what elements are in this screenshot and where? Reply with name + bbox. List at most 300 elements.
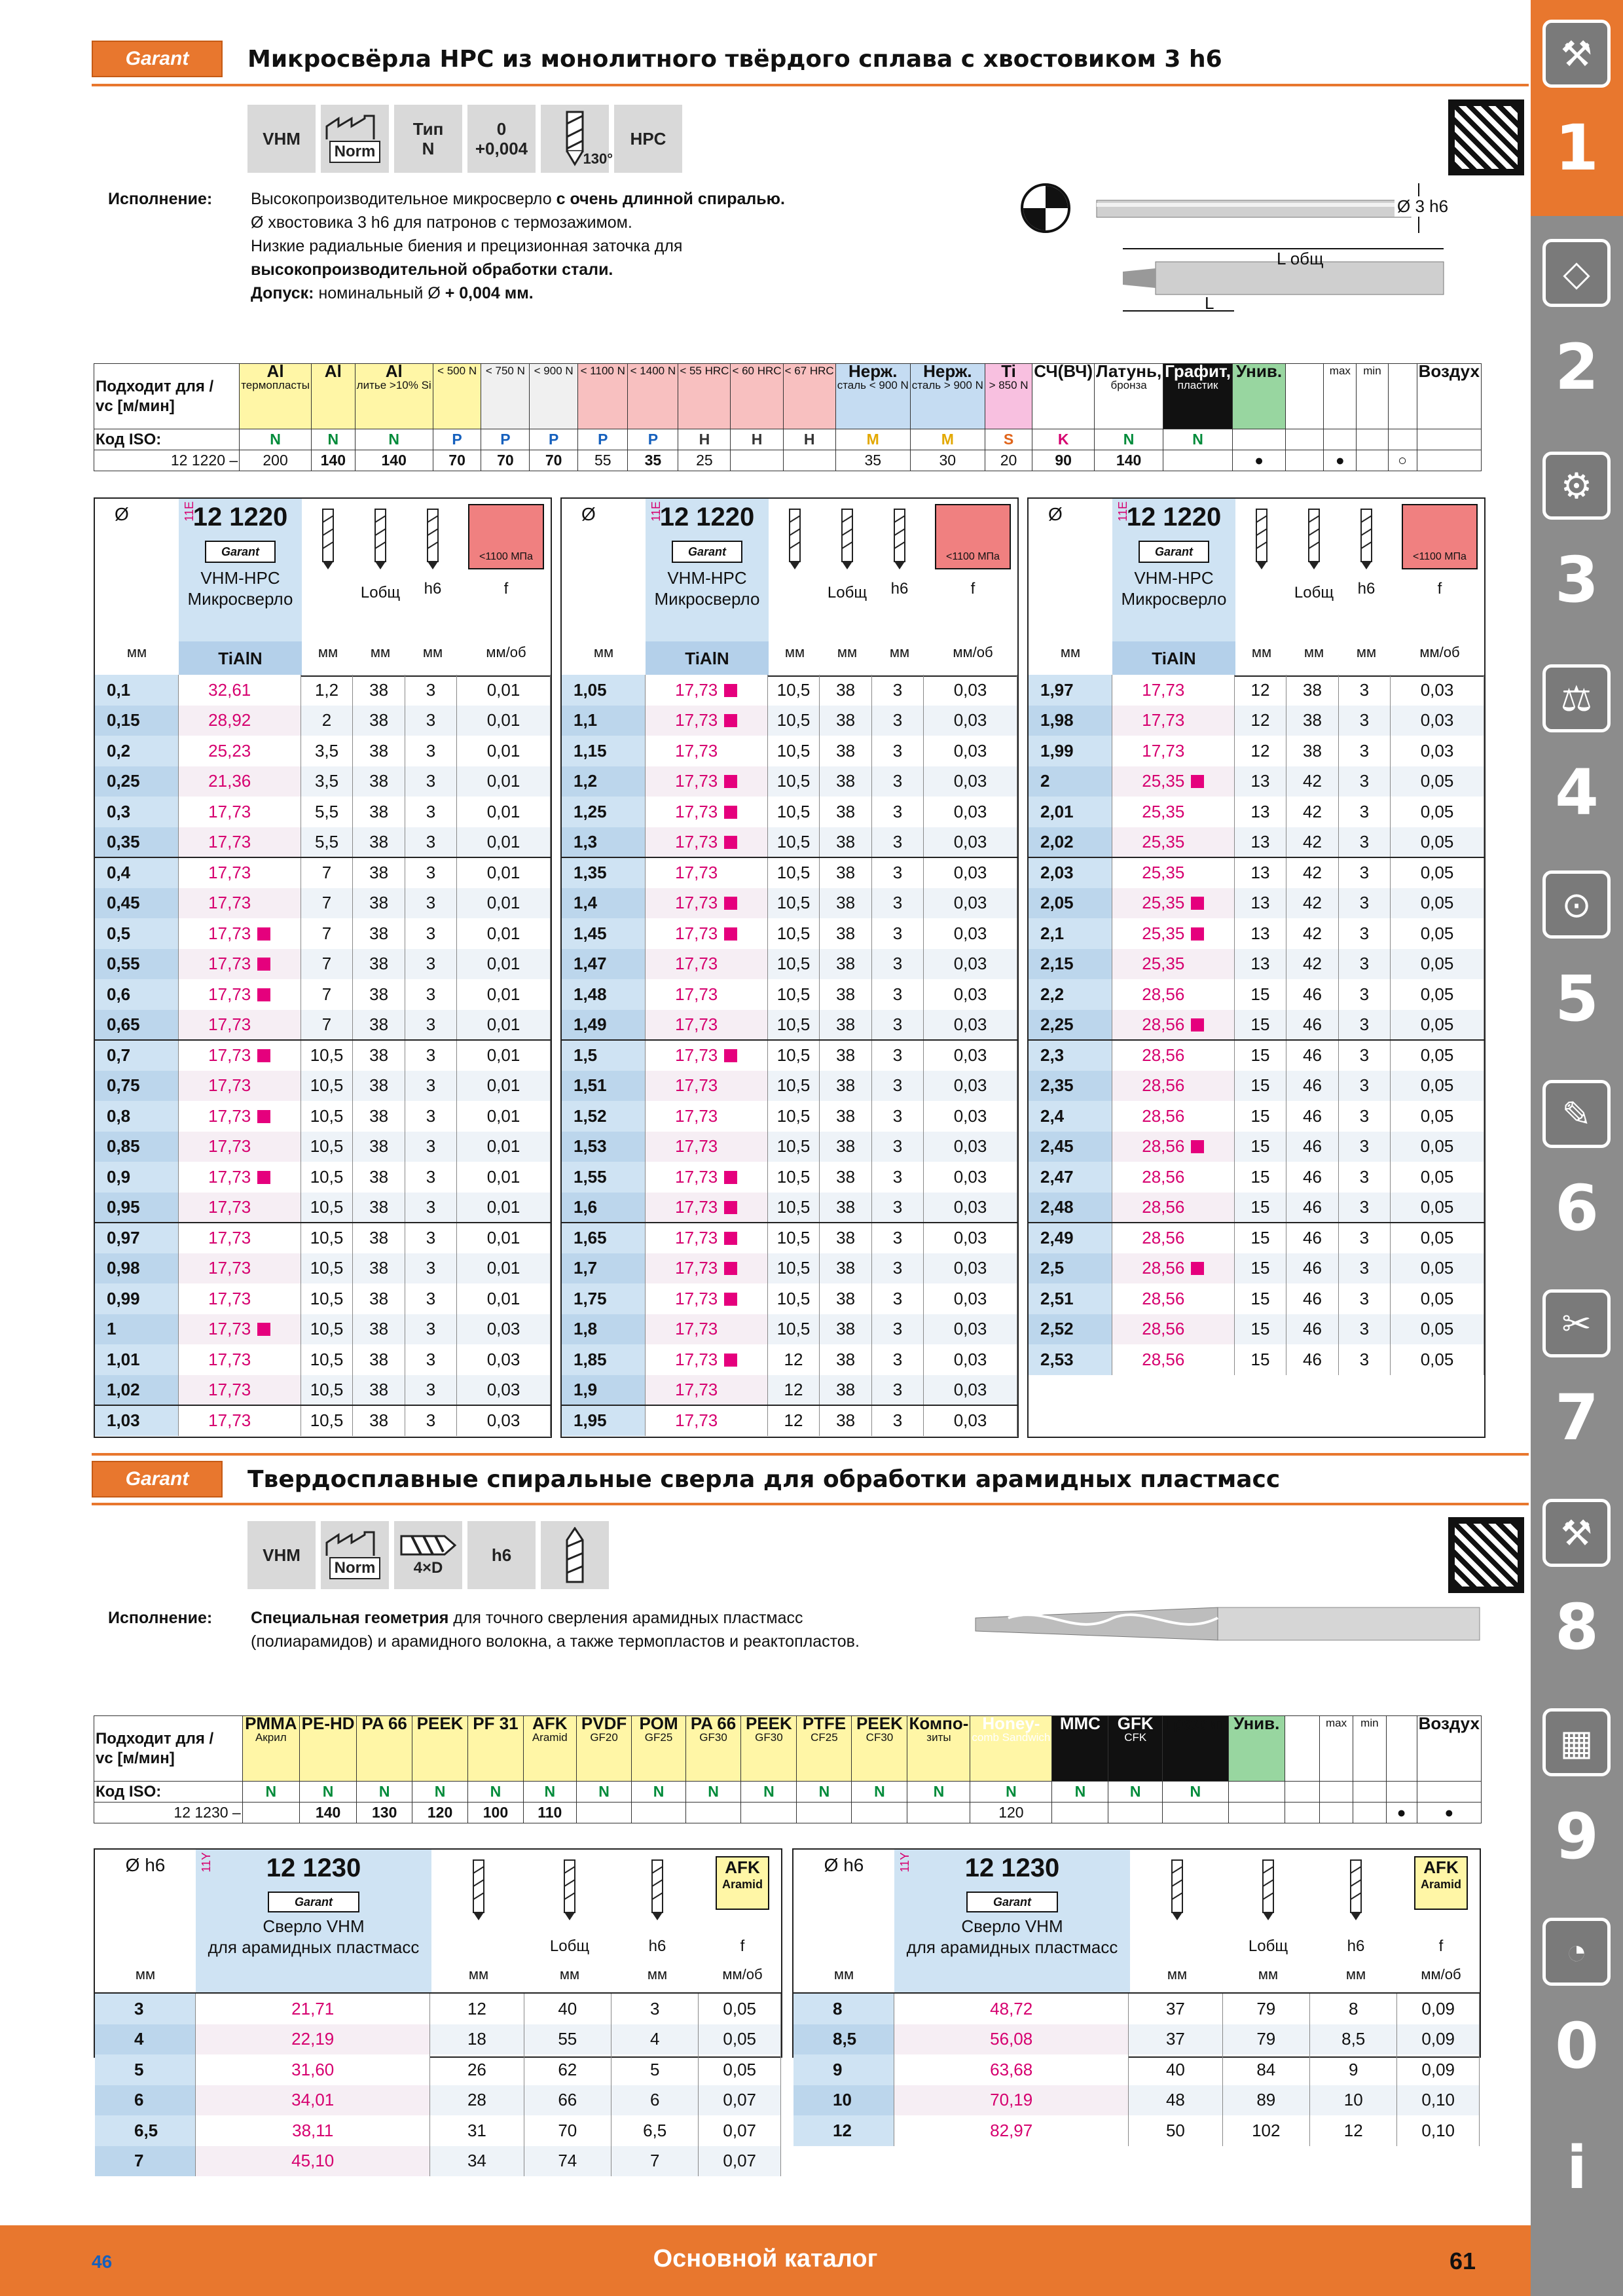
cutting-speed-cell: 56,08: [894, 2024, 1129, 2055]
material-sub: Акрил: [255, 1731, 287, 1744]
diameter: 1,35: [562, 857, 645, 888]
diameter: 2,49: [1029, 1223, 1112, 1253]
table-row: [1029, 979, 1484, 1010]
chapter-number-n0[interactable]: 0: [1555, 2009, 1599, 2083]
stock-marker-icon: [724, 1293, 737, 1306]
value-cell: 37: [1129, 2024, 1222, 2055]
chapter-n8-icon[interactable]: ⚒: [1542, 1499, 1611, 1567]
iso-code: N: [1163, 429, 1233, 450]
value-cell: 38: [353, 1193, 405, 1223]
table-row: [1029, 706, 1484, 736]
f-header: f: [1438, 1937, 1444, 1955]
value-cell: 3: [871, 1132, 923, 1162]
cutting-speed: ●: [1233, 450, 1286, 471]
chapter-number-n2[interactable]: 2: [1555, 331, 1599, 404]
section2-description: [108, 1606, 959, 1659]
value-cell: 0,03: [924, 1132, 1017, 1162]
unit-label: TiAlN: [179, 641, 302, 675]
table-row: [562, 827, 1017, 858]
value-cell: 15: [1234, 1193, 1286, 1223]
chapter-number-ni[interactable]: i: [1567, 2134, 1587, 2202]
material-name: Графит: [1164, 1713, 1227, 1733]
diameter: 9: [793, 2054, 894, 2085]
value-cell: 38: [353, 1344, 405, 1375]
material-column: [1233, 361, 1286, 429]
value-cell: 0,03: [924, 1162, 1017, 1193]
cutting-speed: 55: [578, 450, 628, 471]
cutting-speed-cell: [1112, 797, 1234, 827]
value-cell: 3: [405, 766, 456, 797]
iso-code: P: [481, 429, 530, 450]
material-name: СЧ(ВЧ): [1034, 361, 1093, 381]
diameter: 2,35: [1029, 1071, 1112, 1102]
value-cell: 3: [871, 888, 923, 919]
qr-code-icon[interactable]: [1448, 99, 1524, 175]
value-cell: 13: [1234, 766, 1286, 797]
value-cell: 0,05: [699, 2024, 781, 2055]
value-cell: 0,03: [924, 1071, 1017, 1102]
value-cell: 38: [353, 797, 405, 827]
tool-name: для арамидных пластмасс: [906, 1937, 1118, 1957]
material-column: [1417, 1713, 1481, 1782]
page-number-right: 61: [1450, 2248, 1476, 2274]
cutting-speed-cell: [645, 1071, 767, 1102]
value-cell: 0,01: [457, 1162, 551, 1193]
value-cell: 3: [405, 1283, 456, 1314]
material-column: [632, 1713, 685, 1782]
chapter-n4-icon[interactable]: ⚖: [1542, 664, 1611, 732]
vc-value: 17,73: [208, 1410, 251, 1431]
stock-marker-icon: [724, 806, 737, 819]
value-cell: 10: [1310, 2085, 1397, 2116]
section1-description: [108, 187, 894, 312]
iso-code: [1285, 1782, 1320, 1803]
table-row: [562, 1223, 1017, 1253]
value-cell: 3: [1338, 736, 1390, 766]
diameter: 2,25: [1029, 1010, 1112, 1041]
value-cell: 46: [1286, 1344, 1338, 1375]
iso-code: N: [357, 1782, 412, 1803]
material-column: [907, 1713, 970, 1782]
value-cell: 10,5: [767, 1314, 820, 1345]
diameter: 1: [95, 1314, 178, 1345]
value-cell: 12: [1234, 675, 1286, 706]
stock-marker-icon: [724, 1232, 737, 1245]
material-column: [1357, 364, 1388, 429]
table-row: [95, 706, 551, 736]
iso-code: N: [741, 1782, 797, 1803]
table-row: [562, 1040, 1017, 1071]
cutting-speed: ●: [1324, 450, 1357, 471]
cutting-speed: 100: [468, 1803, 524, 1823]
value-cell: 31: [430, 2115, 524, 2146]
value-cell: 0,03: [924, 1223, 1017, 1253]
material-name: Al: [266, 361, 284, 381]
chapter-n2-icon[interactable]: ◇: [1542, 239, 1611, 307]
drill-column-icon: [649, 1856, 665, 1922]
table-row: [95, 1344, 551, 1375]
diameter: 0,85: [95, 1132, 178, 1162]
desc2-line1: для точного сверления арамидных пластмасс: [448, 1609, 803, 1627]
material-name: Воздух: [1418, 1713, 1480, 1733]
table-row: [1029, 736, 1484, 766]
value-cell: 50: [1129, 2115, 1222, 2146]
table-row: [1029, 1010, 1484, 1041]
cutting-speed-cell: [178, 706, 301, 736]
section1-rule: [92, 84, 1529, 86]
diameter: 1,01: [95, 1344, 178, 1375]
iso-code: [1388, 429, 1417, 450]
vc-value: 17,73: [208, 1045, 251, 1066]
diameter: 0,4: [95, 857, 178, 888]
diameter: 0,15: [95, 706, 178, 736]
iso-code: [1357, 429, 1388, 450]
material-column: [433, 364, 481, 429]
value-cell: 0,05: [1391, 1283, 1484, 1314]
material-name: MMC: [1059, 1713, 1101, 1733]
vc-value: 17,73: [675, 1105, 718, 1126]
tool-name: Микросверло: [1121, 589, 1227, 609]
description-text-2: [251, 1606, 971, 1653]
material-column: [1285, 1716, 1320, 1782]
cutting-speed-cell: [645, 827, 767, 858]
steel-material-icon: <1100 МПа: [935, 504, 1011, 569]
type-value: N: [422, 139, 435, 158]
vc-value: 17,73: [208, 1075, 251, 1096]
material-column: [1286, 364, 1324, 429]
material-sub: CF30: [866, 1731, 894, 1744]
table-row: [95, 1223, 551, 1253]
stock-marker-icon: [724, 684, 737, 697]
chapter-number-n5[interactable]: 5: [1555, 962, 1599, 1035]
unit-label: мм: [647, 1966, 668, 1982]
chapter-n9-icon[interactable]: ▦: [1542, 1708, 1611, 1776]
value-cell: 3: [405, 1132, 456, 1162]
table-row: [95, 766, 551, 797]
value-cell: 4: [611, 2024, 698, 2055]
desc-line1: Высокопроизводительное микросверло: [251, 190, 556, 208]
diameter: 0,45: [95, 888, 178, 919]
hpc-icon: HPC: [614, 105, 682, 173]
value-cell: 3: [871, 1375, 923, 1406]
value-cell: 0,03: [457, 1375, 551, 1406]
chapter-n5-icon[interactable]: ⊙: [1542, 870, 1611, 939]
value-cell: 3: [871, 1253, 923, 1284]
value-cell: 38: [353, 857, 405, 888]
value-cell: 10,5: [301, 1253, 353, 1284]
material-name: PVDF: [581, 1713, 627, 1733]
cutting-speed: [1417, 450, 1481, 471]
stock-marker-icon: [257, 958, 270, 971]
value-cell: 0,03: [924, 949, 1017, 980]
value-cell: 3: [1338, 949, 1390, 980]
iso-code: N: [1095, 429, 1163, 450]
value-cell: 10,5: [767, 918, 820, 949]
value-cell: 15: [1234, 1071, 1286, 1102]
cutting-speed-cell: [1112, 675, 1234, 706]
value-cell: 3: [871, 1405, 923, 1436]
h6-header: h6: [1357, 580, 1376, 598]
stock-marker-icon: [257, 1171, 270, 1184]
value-cell: 3: [871, 1162, 923, 1193]
material-column: [576, 1713, 632, 1782]
cutting-speed-cell: [178, 1283, 301, 1314]
table-row: [562, 918, 1017, 949]
stock-marker-icon: [724, 1171, 737, 1184]
tag-11e: 11E: [183, 501, 196, 522]
diameter: 1,1: [562, 706, 645, 736]
cutting-speed-cell: [645, 1101, 767, 1132]
value-cell: 74: [524, 2146, 611, 2177]
chapter-n1-icon[interactable]: ⚒: [1542, 20, 1611, 88]
iso-code: M: [910, 429, 985, 450]
material-sub: сталь < 900 N: [837, 379, 909, 391]
unit-label: мм: [1167, 1966, 1188, 1982]
garant-brand-icon: Garant: [1139, 541, 1209, 563]
value-cell: 38: [353, 675, 405, 706]
value-cell: 46: [1286, 1283, 1338, 1314]
drill-column-icon: [1348, 1856, 1364, 1922]
cutting-speed-cell: [1112, 1253, 1234, 1284]
vc-value: 17,73: [675, 1075, 718, 1096]
chapter-number-n9[interactable]: 9: [1555, 1800, 1599, 1873]
table-row: [95, 797, 551, 827]
drill-column-icon: [1169, 1856, 1185, 1922]
value-cell: 0,01: [457, 979, 551, 1010]
cutting-speed: [1357, 450, 1388, 471]
value-cell: 0,01: [457, 857, 551, 888]
table-row: [95, 949, 551, 980]
chapter-n0-icon[interactable]: ◔: [1542, 1918, 1611, 1986]
chapter-number-n8[interactable]: 8: [1555, 1590, 1599, 1664]
vc-value: 25,35: [1142, 801, 1185, 821]
material-sub: зиты: [926, 1731, 951, 1744]
material-sub: < 67 HRC: [784, 365, 834, 377]
vc-value: 17,73: [675, 710, 718, 730]
material-name: Воздух: [1418, 361, 1480, 381]
value-cell: 0,03: [457, 1314, 551, 1345]
table-row: [95, 1994, 781, 2024]
iso-code: [1386, 1782, 1417, 1803]
value-cell: 38: [820, 949, 871, 980]
material-column: [242, 1713, 299, 1782]
vc-value: 17,73: [675, 984, 718, 1004]
f-header: f: [740, 1937, 745, 1955]
value-cell: 15: [1234, 979, 1286, 1010]
value-cell: 0,05: [1391, 1314, 1484, 1345]
article-number: 12 1220: [659, 503, 755, 531]
table-row: [1029, 675, 1484, 706]
value-cell: 3: [1338, 1162, 1390, 1193]
cutting-speed-cell: 48,72: [894, 1994, 1129, 2024]
material-name: Унив.: [1233, 1713, 1280, 1733]
iso-code: H: [678, 429, 731, 450]
value-cell: 3: [871, 1344, 923, 1375]
vc-value: 17,73: [208, 1105, 251, 1126]
iso-code: [1228, 1782, 1285, 1803]
lges-header: Lобщ: [1294, 584, 1334, 601]
article-data-table: [95, 675, 551, 1436]
value-cell: 10,5: [301, 1193, 353, 1223]
diameter: 1,97: [1029, 675, 1112, 706]
cutting-speed-cell: [645, 706, 767, 736]
tool-type: Сверло VHM: [263, 1916, 365, 1936]
value-cell: 10,5: [301, 1375, 353, 1406]
section2-header: [92, 1461, 1280, 1498]
chapter-n6-icon[interactable]: ✎: [1542, 1080, 1611, 1148]
diameter: 12: [793, 2115, 894, 2146]
desc2-line2: (полиарамидов) и арамидного волокна, а также термопластов и реактопластов.: [251, 1632, 860, 1651]
value-cell: 0,01: [457, 1010, 551, 1041]
aramid-drill-drawing: [969, 1598, 1493, 1651]
vc-value: 28,56: [1142, 1258, 1185, 1278]
value-cell: 0,05: [1391, 1253, 1484, 1284]
drill-column-icon: [471, 1856, 486, 1922]
diameter: 0,95: [95, 1193, 178, 1223]
cutting-speed-cell: [178, 857, 301, 888]
vc-value: 17,73: [675, 1196, 718, 1217]
qr-code-icon-2[interactable]: [1448, 1517, 1524, 1593]
value-cell: 40: [524, 1994, 611, 2024]
material-column: [1052, 1713, 1108, 1782]
value-cell: 3: [1338, 1193, 1390, 1223]
unit-label: мм: [784, 644, 805, 660]
iso-label: Код ISO:: [94, 429, 240, 450]
tool-type: VHM-HPC: [200, 568, 280, 588]
iso-code: N: [355, 429, 433, 450]
chapter-n3-icon[interactable]: ⚙: [1542, 452, 1611, 520]
cutting-speed-cell: [178, 1223, 301, 1253]
cutting-speed-cell: [645, 857, 767, 888]
cutting-speed-cell: [178, 675, 301, 706]
material-label: AFK: [725, 1857, 760, 1877]
value-cell: 3: [871, 736, 923, 766]
value-cell: 10,5: [767, 1193, 820, 1223]
page-footer: [0, 2225, 1531, 2296]
vc-value: 28,92: [208, 710, 251, 730]
unit-label: мм: [1345, 1966, 1366, 1982]
unit-label: мм: [1251, 644, 1272, 660]
value-cell: 9: [1310, 2054, 1397, 2085]
unit-label: мм: [135, 1966, 156, 1982]
diameter: 2,05: [1029, 888, 1112, 919]
value-cell: 10,5: [767, 797, 820, 827]
tool-name: Микросверло: [187, 589, 293, 609]
cutting-speed-cell: [1112, 888, 1234, 919]
lges-header: Lобщ: [549, 1937, 590, 1955]
diameter: 2,2: [1029, 979, 1112, 1010]
cutting-speed: [1108, 1803, 1163, 1823]
chapter-n7-icon[interactable]: ✂: [1542, 1289, 1611, 1357]
stock-marker-icon: [1191, 897, 1204, 910]
material-name: PE-HD: [301, 1713, 355, 1733]
cutting-speed: ●: [1417, 1803, 1481, 1823]
cutting-speed-cell: [645, 1314, 767, 1345]
chapter-number-n4[interactable]: 4: [1555, 756, 1599, 829]
chapter-number-n1[interactable]: 1: [1555, 111, 1599, 185]
cutting-speed-cell: [178, 1071, 301, 1102]
value-cell: 38: [353, 706, 405, 736]
iso-code: P: [628, 429, 678, 450]
chapter-number-n6[interactable]: 6: [1555, 1172, 1599, 1245]
cutting-speed-cell: [645, 1344, 767, 1375]
iso-code: P: [433, 429, 481, 450]
value-cell: 12: [767, 1405, 820, 1436]
cutting-speed: [1052, 1803, 1108, 1823]
iso-code: K: [1032, 429, 1095, 450]
material-column: [1228, 1713, 1285, 1782]
unit-label: мм/об: [486, 644, 526, 660]
cutting-speed-cell: [1112, 1162, 1234, 1193]
value-cell: 13: [1234, 888, 1286, 919]
table-row: [95, 736, 551, 766]
tool-type: VHM-HPC: [1134, 568, 1214, 588]
value-cell: 0,03: [924, 1253, 1017, 1284]
material-sub: GF30: [755, 1731, 783, 1744]
value-cell: 38: [820, 736, 871, 766]
desc-line4: высокопроизводительной обработки стали.: [251, 260, 613, 279]
tag-11e: 11E: [649, 501, 663, 522]
cutting-speed-cell: 31,60: [196, 2054, 430, 2085]
value-cell: 46: [1286, 1253, 1338, 1284]
value-cell: 62: [524, 2054, 611, 2085]
stock-marker-icon: [724, 897, 737, 910]
unit-label: TiAlN: [646, 641, 769, 675]
value-cell: 12: [1310, 2115, 1397, 2146]
chapter-number-n7[interactable]: 7: [1555, 1381, 1599, 1454]
iso-code: N: [240, 429, 312, 450]
article-number: 12 1230: [266, 1854, 361, 1882]
value-cell: 26: [430, 2054, 524, 2085]
value-cell: 3: [871, 827, 923, 858]
value-cell: 0,05: [699, 2054, 781, 2085]
cutting-speed: [1286, 450, 1324, 471]
value-cell: 0,01: [457, 1253, 551, 1284]
cutting-speed: [1353, 1803, 1386, 1823]
cutting-speed: 110: [523, 1803, 576, 1823]
cutting-speed-cell: [645, 1283, 767, 1314]
chapter-number-n3[interactable]: 3: [1555, 543, 1599, 617]
value-cell: 10,5: [767, 1010, 820, 1041]
shank-dimension: Ø 3 h6: [1395, 196, 1451, 217]
material-sub: < 750 N: [485, 365, 525, 377]
vc-value: 17,73: [675, 923, 718, 943]
iso-label: Код ISO:: [94, 1782, 243, 1803]
iso-code: N: [311, 429, 355, 450]
iso-code: N: [523, 1782, 576, 1803]
section2-title: Твердосплавные спиральные сверла для обработки арамидных пластмасс: [247, 1465, 1281, 1493]
value-cell: 10,5: [301, 1314, 353, 1345]
cutting-speed-cell: [645, 888, 767, 919]
lges-header: Lобщ: [1248, 1937, 1288, 1955]
cutting-speed-cell: [178, 797, 301, 827]
value-cell: 3: [871, 797, 923, 827]
value-cell: 38: [820, 888, 871, 919]
stock-marker-icon: [1191, 1262, 1204, 1275]
value-cell: 38: [820, 675, 871, 706]
material-name: PA 66: [361, 1713, 407, 1733]
drill-tip-icon: [541, 1521, 609, 1589]
row-label-fits: Подходит для /: [96, 377, 214, 395]
vc-value: 17,73: [208, 1136, 251, 1157]
diameter: 1,65: [562, 1223, 645, 1253]
f-header: f: [503, 580, 509, 598]
vc-value: 25,35: [1142, 831, 1185, 852]
iso-code: N: [242, 1782, 299, 1803]
value-cell: 3: [1338, 675, 1390, 706]
desc-line5-label: Допуск:: [251, 284, 314, 302]
garant-brand-icon: Garant: [205, 541, 276, 563]
